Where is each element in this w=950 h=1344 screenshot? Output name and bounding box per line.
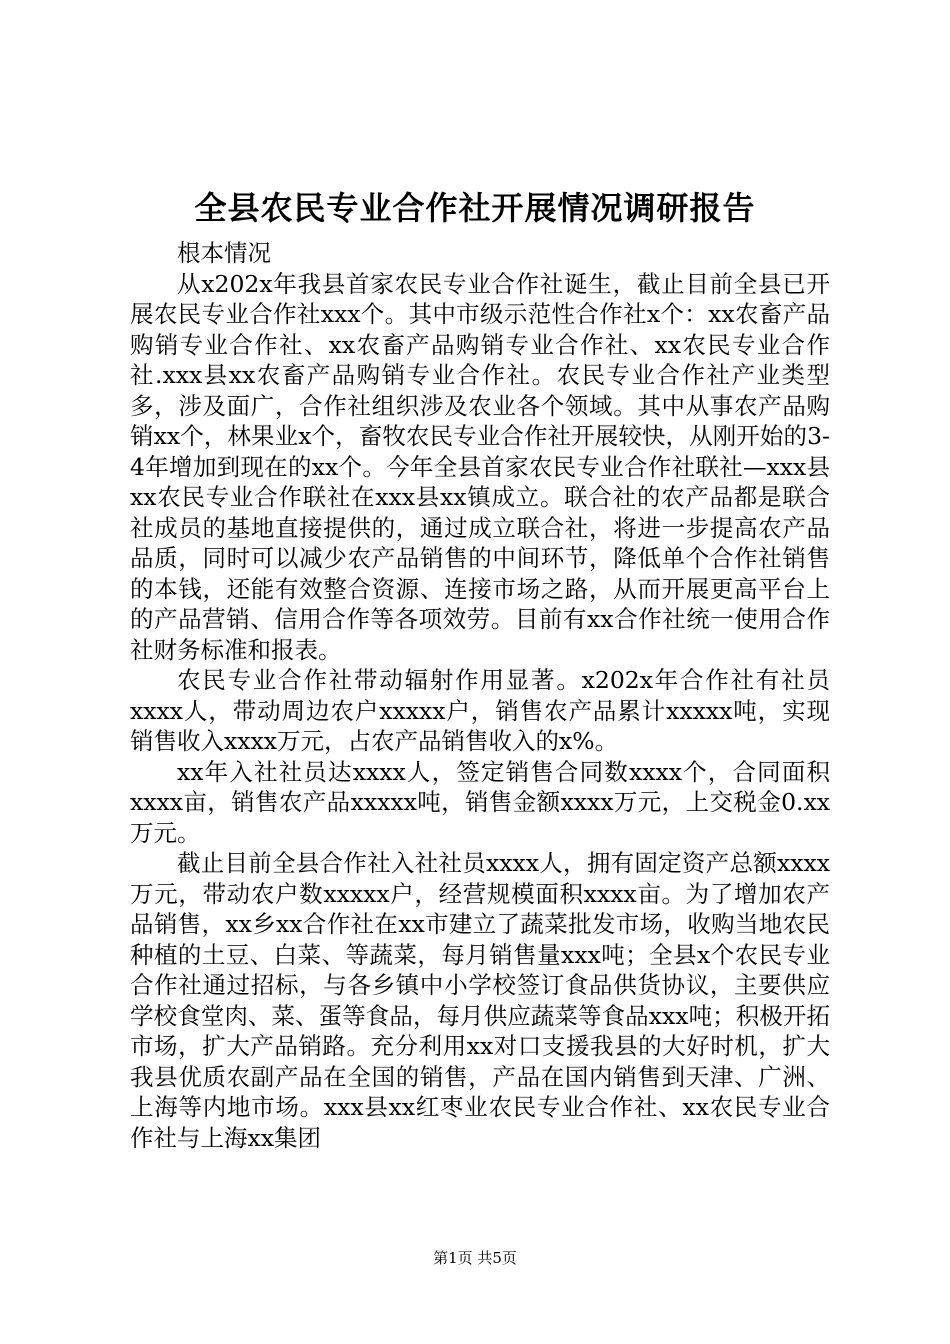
page-number-footer: 第1页 共5页 xyxy=(433,1249,517,1267)
document-body xyxy=(130,238,830,1153)
paragraph-2: 农民专业合作社带动辐射作用显著。x202x年合作社有社员xxxx人，带动周边农户xxxxx户，销售农产品累计xxxxx吨，实现销售收入xxxx万元，占农产品销售收入的x%。 xyxy=(130,666,830,755)
paragraph-4: 截止目前全县合作社入社社员xxxx人，拥有固定资产总额xxxx万元，带动农户数xxxxx户，经营规模面积xxxx亩。为了增加农产品销售，xx乡xx合作社在xx市建立了蔬菜批发市场，收购当地农民种植的土豆、白菜、等蔬菜，每月销售量xxx吨；全县x个农民专业合作社通过招标，与各乡镇中小学校签订食品供货协议，主要供应学校食堂肉、菜、蛋等食品，每月供应蔬菜等食品xxx吨；积极开拓市场，扩大产品销路。充分利用xx对口支援我县的大好时机，扩大我县优质农副产品在全国的销售，产品在国内销售到天津、广洲、上海等内地市场。xxx县xx红枣业农民专业合作社、xx农民专业合作社与上海xx集团 xyxy=(130,849,830,1152)
paragraph-1: 从x202x年我县首家农民专业合作社诞生，截止目前全县已开展农民专业合作社xxx个。其中市级示范性合作社x个：xx农畜产品购销专业合作社、xx农畜产品购销专业合作社、xx农民专业合作社.xxx县xx农畜产品购销专业合作社。农民专业合作社产业类型多，涉及面广，合作社组织涉及农业各个领域。其中从事农产品购销xx个，林果业x个，畜牧农民专业合作社开展较快，从刚开始的3-4年增加到现在的xx个。今年全县首家农民专业合作社联社—xxx县xx农民专业合作联社在xxx县xx镇成立。联合社的农产品都是联合社成员的基地直接提供的，通过成立联合社，将进一步提高农产品品质，同时可以减少农产品销售的中间环节，降低单个合作社销售的本钱，还能有效整合资源、连接市场之路，从而开展更高平台上的产品营销、信用合作等各项效劳。目前有xx合作社统一使用合作社财务标准和报表。 xyxy=(130,269,830,664)
paragraph-3: xx年入社社员达xxxx人，签定销售合同数xxxx个，合同面积xxxx亩，销售农产品xxxxx吨，销售金额xxxx万元，上交税金0.xx万元。 xyxy=(130,757,830,847)
section-heading: 根本情况 xyxy=(177,239,271,267)
document-title: 全县农民专业合作社开展情况调研报告 xyxy=(194,189,756,227)
